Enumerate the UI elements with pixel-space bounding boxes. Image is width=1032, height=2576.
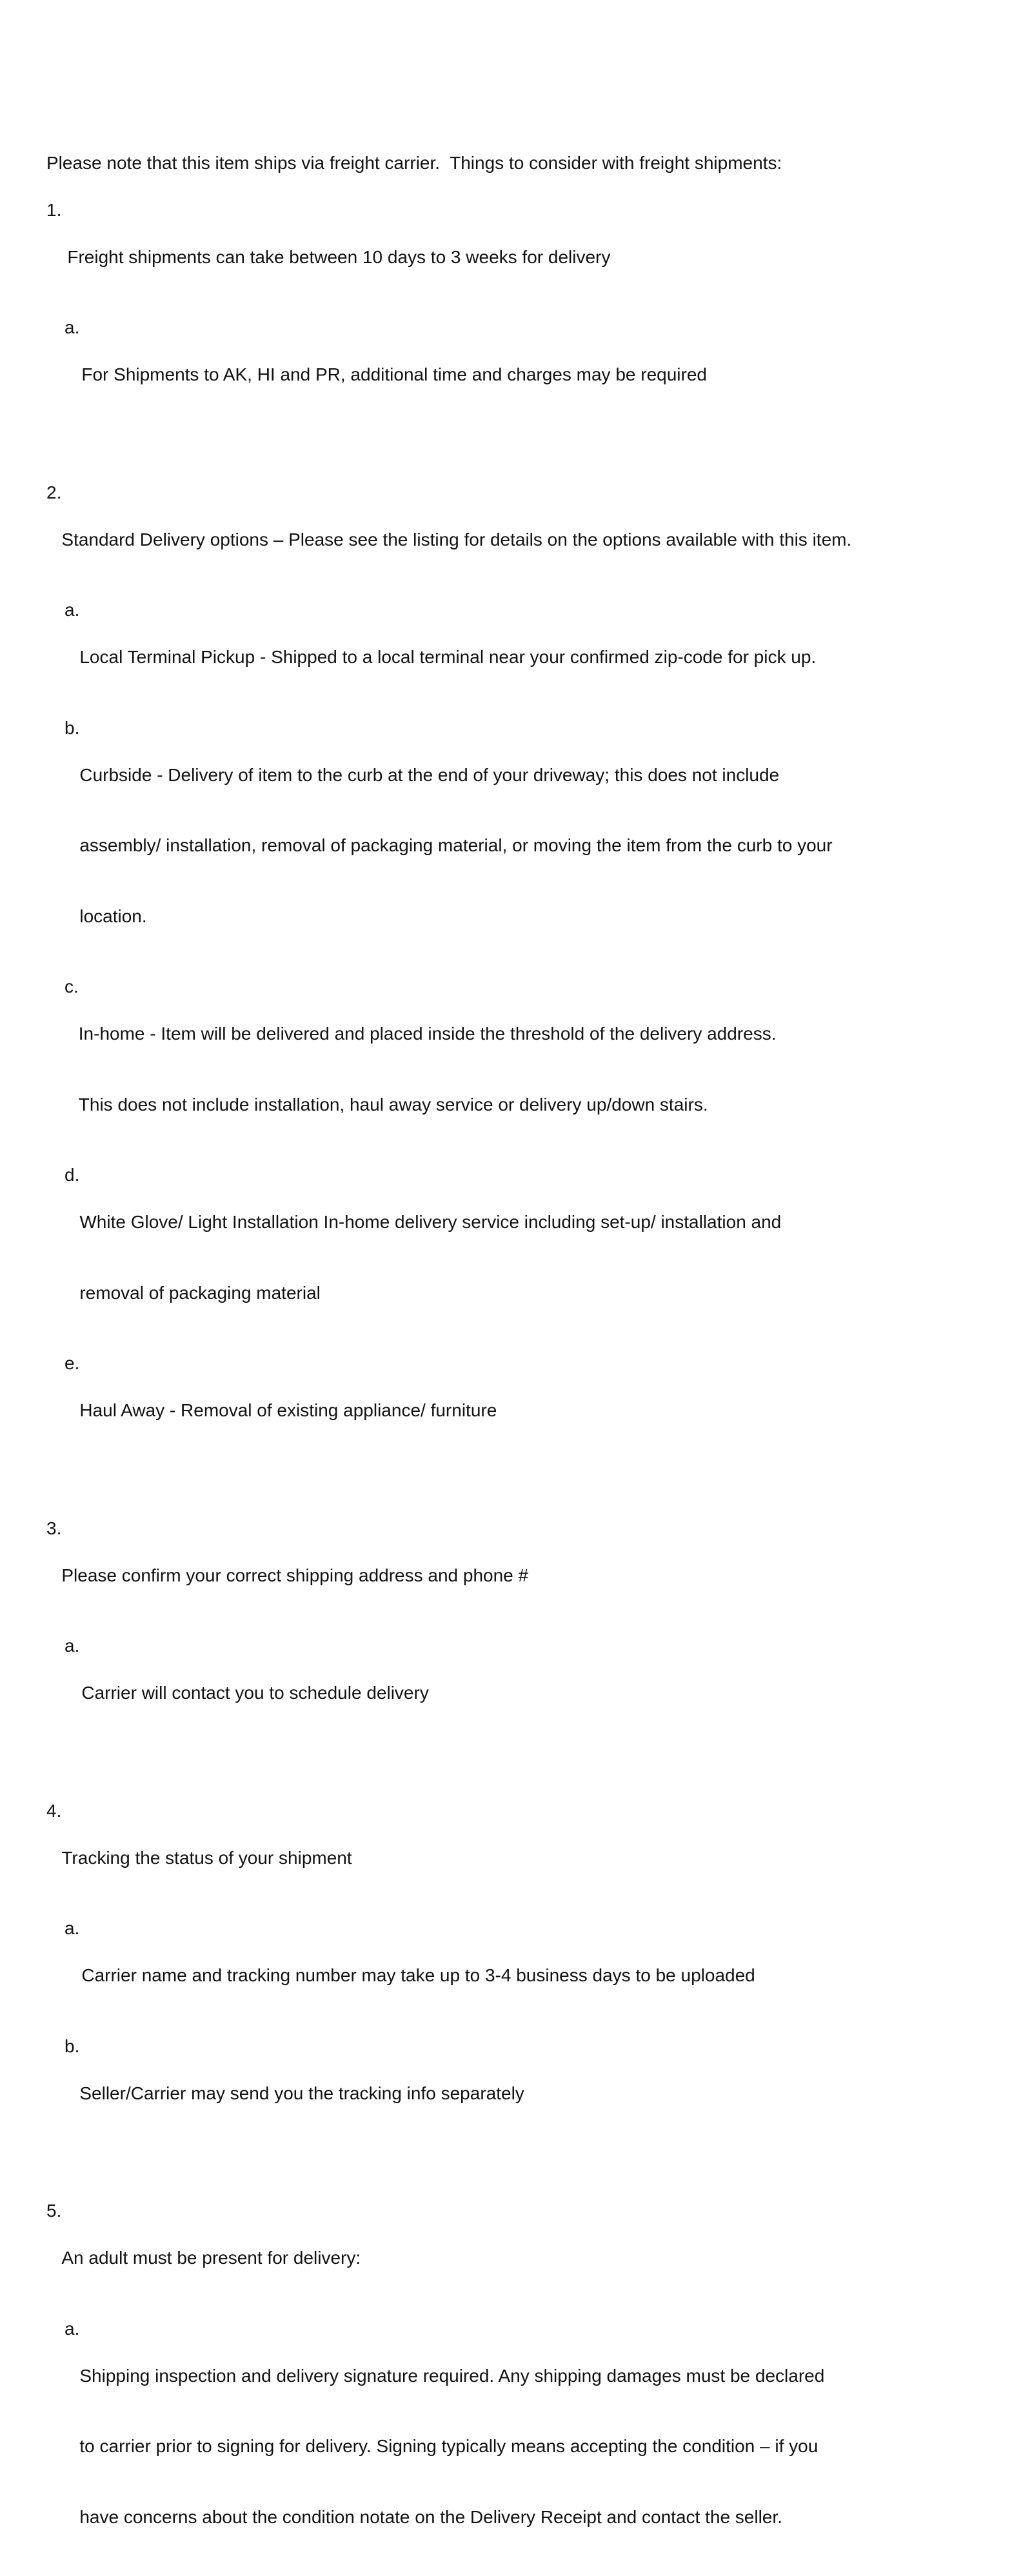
sub-item-d: [46, 1164, 993, 1352]
sub-item-letter: e.: [64, 1352, 79, 1376]
text-line: In-home - Item will be delivered and placed inside the threshold of the delivery address.: [79, 1022, 993, 1046]
text-line: This does not include installation, haul away service or delivery up/down stairs.: [79, 1093, 993, 1117]
sub-item-text: [79, 1164, 993, 1352]
sub-item-text: [79, 599, 993, 717]
text-line: Carrier will contact you to schedule delivery: [81, 1681, 993, 1705]
text-line: Haul Away - Removal of existing appliance/ furniture: [79, 1399, 993, 1423]
item-number: 3.: [46, 1517, 61, 1541]
text-line: Seller/Carrier may send you the tracking info separately: [79, 2082, 993, 2106]
sub-item-text: [79, 717, 993, 976]
sub-item-letter: d.: [64, 1164, 79, 1187]
sub-item-text: [81, 1917, 993, 2035]
text-line: location.: [79, 905, 993, 929]
sub-item-text: [79, 1352, 993, 1470]
text-line: Please confirm your correct shipping address and phone #: [61, 1564, 993, 1588]
item-text: [61, 1799, 993, 1917]
sub-item-text: [81, 316, 993, 434]
sub-item-a: [46, 1634, 993, 1752]
sub-item-text: [79, 2317, 993, 2576]
text-line: For Shipments to AK, HI and PR, additional time and charges may be required: [81, 363, 993, 387]
text-line: removal of packaging material: [79, 1282, 993, 1305]
numbered-line: [46, 1799, 993, 1917]
text-line: An adult must be present for delivery:: [61, 2246, 993, 2270]
text-line: assembly/ installation, removal of packaging material, or moving the item from the curb to your: [79, 834, 993, 858]
text-line: Tracking the status of your shipment: [61, 1847, 993, 1870]
text-line: Local Terminal Pickup - Shipped to a local terminal near your confirmed zip-code for pick up.: [79, 646, 993, 669]
sub-item-letter: a.: [64, 2317, 79, 2341]
sub-item-letter: a.: [64, 599, 79, 622]
list-item-4: [46, 1799, 993, 2153]
list-item-1: [46, 199, 993, 434]
sub-item-a: [46, 316, 993, 434]
item-number: 2.: [46, 481, 61, 505]
sub-item-letter: a.: [64, 316, 79, 340]
list-item-3: [46, 1517, 993, 1752]
text-line: have concerns about the condition notate on the Delivery Receipt and contact the seller.: [79, 2506, 993, 2530]
text-line: Standard Delivery options – Please see the listing for details on the options available with this item.: [61, 528, 993, 552]
sub-item-a: [46, 599, 993, 717]
numbered-line: [46, 1517, 993, 1635]
text-line: White Glove/ Light Installation In-home delivery service including set-up/ installation and: [79, 1211, 993, 1234]
item-text: [61, 481, 993, 599]
sub-item-text: [79, 975, 993, 1164]
text-line: Freight shipments can take between 10 days to 3 weeks for delivery: [67, 246, 993, 270]
sub-item-c: [46, 975, 993, 1164]
sub-item-b: [46, 717, 993, 976]
sub-item-letter: b.: [64, 717, 79, 740]
list-item-2: [46, 481, 993, 1470]
sub-item-letter: a.: [64, 1634, 79, 1658]
item-text: [61, 2199, 993, 2317]
item-text: [61, 1517, 993, 1635]
sub-item-e: [46, 1352, 993, 1470]
numbered-line: [46, 2199, 993, 2317]
item-number: 4.: [46, 1799, 61, 1823]
sub-item-a: [46, 1917, 993, 2035]
sub-item-letter: c.: [64, 975, 79, 999]
list-item-5: [46, 2199, 993, 2576]
item-number: 1.: [46, 199, 61, 223]
intro-paragraph: Please note that this item ships via freight carrier. Things to consider with freight shipments:: [46, 152, 993, 175]
sub-item-b: [46, 2035, 993, 2153]
sub-item-text: [79, 2035, 993, 2153]
item-text: [67, 199, 993, 317]
text-line: Carrier name and tracking number may take up to 3-4 business days to be uploaded: [81, 1964, 993, 1988]
text-line: Curbside - Delivery of item to the curb at the end of your driveway; this does not include: [79, 764, 993, 788]
sub-item-letter: a.: [64, 1917, 79, 1941]
sub-item-a: [46, 2317, 993, 2576]
text-line: Shipping inspection and delivery signature required. Any shipping damages must be declared: [79, 2364, 993, 2388]
numbered-line: [46, 199, 993, 317]
item-number: 5.: [46, 2199, 61, 2223]
numbered-line: [46, 481, 993, 599]
text-line: to carrier prior to signing for delivery. Signing typically means accepting the condition – if you: [79, 2435, 993, 2459]
sub-item-text: [81, 1634, 993, 1752]
sub-item-letter: b.: [64, 2035, 79, 2059]
